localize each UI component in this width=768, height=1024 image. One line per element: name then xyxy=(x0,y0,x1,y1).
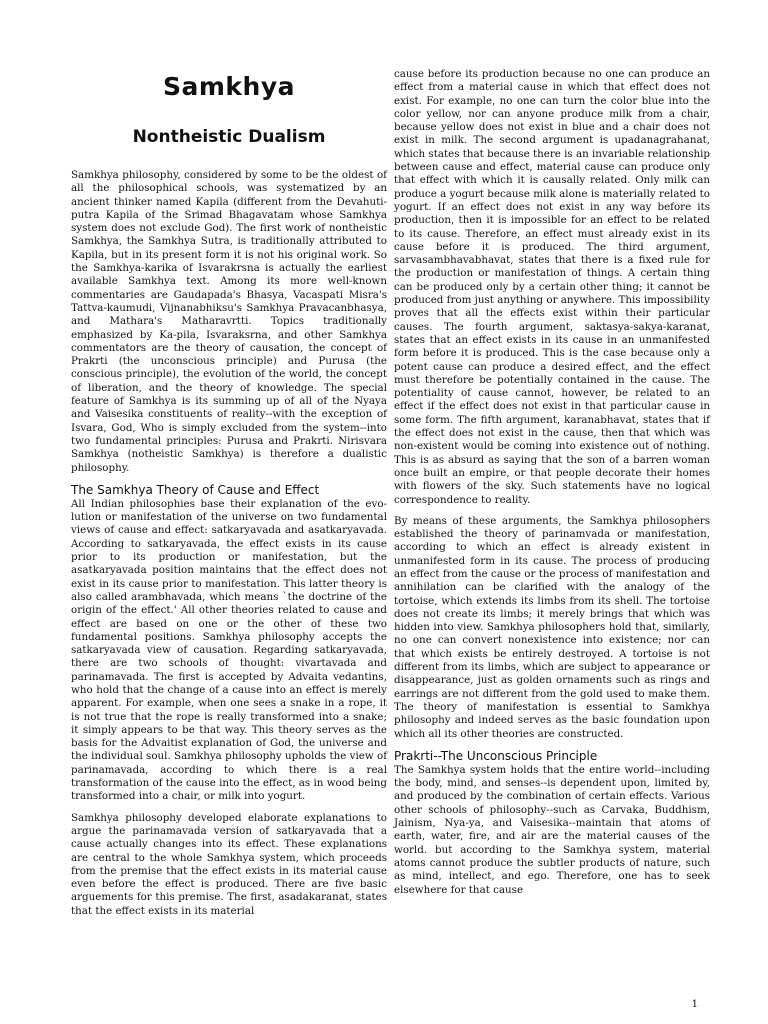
paragraph-cause-effect-3: cause before its production because no one can produce an effect from a material cause in which that effect does not exist. For example, no one can turn the color blue into the color yellow, nor can anyone produce milk from a chair, because yellow does not exist in blue and a chair does not exist in milk. The second argument is upadanagrahanat, which states that because there is an invariable relationship between cause and effect, material cause can produce only that effect with which it is causally related. Only milk can produce a yogurt because milk alone is materially related to yogurt. If an effect does not exist in any way before its production, then it is impossible for an effect to be related to its cause. Therefore, an effect must already exist in its cause before it is produced. The third argument, sarvasambhavabhavat, states that there is a fixed rule for the production or manifestation of things. A certain thing can be produced only by a certain other thing; it cannot be produced from just anything or anywhere. This impossibility proves that all the effects exist within their particular causes. The fourth argument, saktasya-sakya-karanat, states that an effect exists in its cause in an unmanifested form before it is produced. This is the case because only a potent cause can produce a desired effect, and the effect must therefore be potentially contained in the cause. The potentiality of cause cannot, however, be related to an effect if the effect does not exist in that particular cause in some form. The fifth argument, karanabhavat, states that if the effect does not exist in the cause, then that which was non-existent would be coming into existence out of nothing. This is as absurd as saying that the son of a barren woman once built an empire, or that people decorate their homes with flowers of the sky. Such statements have no logical correspondence to reality. xyxy=(394,68,710,506)
paragraph-cause-effect-2: Samkhya philosophy developed elaborate explanations to argue the parinamavada version of satkaryavada that a cause actually changes into its effect. These explanations are central to the whole Samkhya system, which proceeds from the premise that the effect exists in its material cause even before the effect is produced. There are five basic arguements for this premise. The first, asadakaranat, states that the effect exists in its material xyxy=(71,811,387,917)
intro-paragraph: Samkhya philosophy, considered by some to be the oldest of all the philosophical schools, was systematized by an ancient thinker named Kapila (different from the Devahuti-putra Kapila of the Srimad Bhagavatam whose Samkhya system does not exclude God). The first work of nontheistic Samkhya, the Samkhya Sutra, is traditionally attributed to Kapila, but in its present form it is not his original work. So the Samkhya-karika of Isvarakrsna is actually the earliest available Samkhya text. Among its more well-known commentaries are Gaudapada's Bhasya, Vacaspati Misra's Tattva-kaumudi, Vijnanabhiksu's Samkhya Pravacanbhasya, and Mathara's Matharavrtti. Topics traditionally emphasized by Ka-pila, Isvaraksrna, and other Samkhya commentators are the theory of causation, the concept of Prakrti (the unconscious principle) and Purusa (the conscious principle), the evolution of the world, the concept of liberation, and the theory of knowledge. The special feature of Samkhya is its summing up of all of the Nyaya and Vaisesika constituents of reality--with the exception of Isvara, God, Who is simply excluded from the system--into two fundamental principles: Purusa and Prakrti. Nirisvara Samkhya (notheistic Samkhya) is therefore a dualistic philosophy. xyxy=(71,169,387,474)
right-column xyxy=(394,68,710,905)
left-column xyxy=(71,64,387,926)
page-title: Samkhya xyxy=(162,72,295,101)
section-heading-cause-effect: The Samkhya Theory of Cause and Effect xyxy=(71,482,320,497)
section-heading-prakrti: Prakrti--The Unconscious Principle xyxy=(394,748,598,763)
page-number: 1 xyxy=(691,999,698,1010)
paragraph-prakrti-1: The Samkhya system holds that the entire world--including the body, mind, and senses--is dependent upon, limited by, and produced by the combination of certain effects. Various other schools of philosophy--such as Carvaka, Buddhism, Jainism, Nya-ya, and Vaisesika--maintain that atoms of earth, water, fire, and air are the material causes of the world. but according to the Samkhya system, material atoms cannot produce the subtler products of nature, such as mind, intellect, and ego. Therefore, one has to seek elsewhere for that cause xyxy=(394,763,710,896)
page-subtitle: Nontheistic Dualism xyxy=(132,127,326,147)
paragraph-cause-effect-4: By means of these arguments, the Samkhya philosophers established the theory of parinamvada or manifestation, according to which an effect is already existent in unmanifested form in its cause. The process of producing an effect from the cause or the process of manifestation and annihilation can be clarified with the analogy of the tortoise, which extends its limbs from its shell. The tortoise does not create its limbs; it merely brings that which was hidden into view. Samkhya philosophers hold that, similarly, no one can convert nonexistence into existence; nor can that which exists be entirely destroyed. A tortoise is not different from its limbs, which are subject to appearance or disappearance, just as golden ornaments such as rings and earrings are not different from the gold used to make them. The theory of manifestation is essential to Samkhya philosophy and indeed serves as the basic foundation upon which all its other theories are constructed. xyxy=(394,514,710,740)
paragraph-cause-effect-1: All Indian philosophies base their explanation of the evo-lution or manifestation of the universe on two fundamental views of cause and effect: satkaryavada and asatkaryavada. According to satkaryavada, the effect exists in its cause prior to its production or manifestation, but the asatkaryavada position maintains that the effect does not exist in its cause prior to manifestation. This latter theory is also called arambhavada, which means `the doctrine of the origin of the effect.' All other theories related to cause and effect are based on one or the other of these two fundamental positions. Samkhya philosophy accepts the satkaryavada view of causation. Regarding satkaryavada, there are two schools of thought: vivartavada and parinamavada. The first is accepted by Advaita vedantins, who hold that the change of a cause into an effect is merely apparent. For example, when one sees a snake in a rope, it is not true that the rope is really transformed into a snake; it simply appears to be that way. This theory serves as the basis for the Advaitist explanation of God, the universe and the individual soul. Samkhya philosophy upholds the view of parinamavada, according to which there is a real transformation of the cause into the effect, as in wood being transformed into a chair, or milk into yogurt. xyxy=(71,497,387,803)
